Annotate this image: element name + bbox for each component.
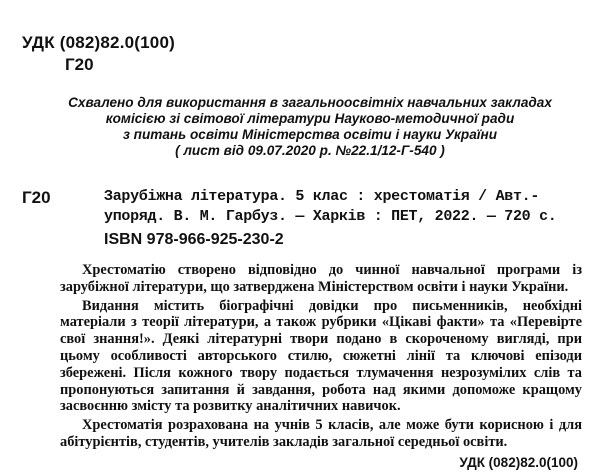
annotation bbox=[60, 262, 582, 451]
approval-letter: ( лист від 09.07.2020 р. №22.1/12-Г-540 ) bbox=[175, 143, 445, 158]
bbk-code: Г20 bbox=[65, 55, 94, 74]
author-mark: Г20 bbox=[22, 188, 51, 207]
approval-line: Схвалено для використання в загальноосвітніх навчальних закладах bbox=[68, 95, 552, 110]
footer-udk: УДК (082)82.0(100) bbox=[459, 455, 578, 470]
bibliographic-line-1: Зарубіжна література. 5 клас : хрестоматія / Авт.- bbox=[104, 188, 540, 205]
approval-stamp bbox=[40, 95, 580, 159]
isbn: ISBN 978-966-925-230-2 bbox=[104, 231, 284, 248]
approval-line: комісією зі світової літератури Науково-методичної ради bbox=[105, 111, 515, 126]
annotation-paragraph: Хрестоматія розрахована на учнів 5 класів, але може бути корисною і для абітурієнтів, студентів, учителів закладів загальної середньої освіти. bbox=[60, 417, 582, 450]
annotation-paragraph: Хрестоматію створено відповідно до чинної навчальної програми із зарубіжної літератури, що затверджена Міністерством освіти і науки України. bbox=[60, 262, 582, 295]
approval-line: з питань освіти Міністерства освіти і науки України bbox=[122, 127, 498, 142]
bibliographic-line-2: упоряд. В. М. Гарбуз. — Харків : ПЕТ, 2022. — 720 с. bbox=[104, 208, 557, 225]
udk-code: УДК (082)82.0(100) bbox=[22, 33, 175, 52]
annotation-paragraph: Видання містить біографічні довідки про письменників, необхідні матеріали з теорії літератури, а також рубрики «Цікаві факти» та «Перевірте свої знання!». Деякі літературні твори подано в скороченому вигляді, при цьому особливості авторського стилю, сюжетні лінії та ключові епізоди збережені. Після кожного твору подається тлумачення незрозумілих слів та пропонуються запитання й завдання, робота над якими допоможе кращому засвоєнню змісту та розвитку аналітичних навичок. bbox=[60, 297, 582, 415]
